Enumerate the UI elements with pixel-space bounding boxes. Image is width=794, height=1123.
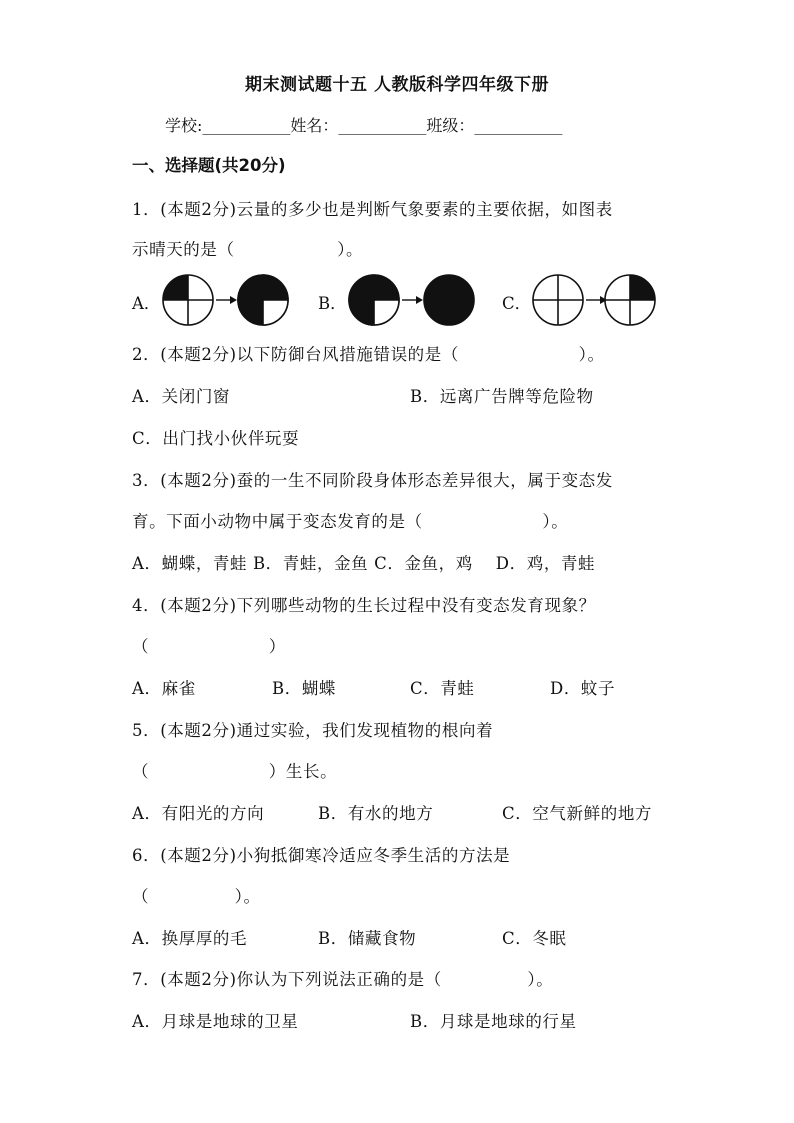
q3-options: A．蝴蝶，青蛙 B．青蛙，金鱼 C．金鱼，鸡 D．鸡，青蛙 (132, 554, 596, 573)
question-3-line-1: 3．(本题2分)蚕的一生不同阶段身体形态差异很大，属于变态发 (132, 471, 613, 490)
question-7-line-1: 7．(本题2分)你认为下列说法正确的是（ ）。 (132, 970, 554, 989)
q6-option-c: C．冬眠 (502, 929, 567, 948)
question-4-line-2: （ ） (132, 637, 286, 656)
q7-option-b: B．月球是地球的行星 (410, 1012, 577, 1031)
question-4-line-1: 4．(本题2分)下列哪些动物的生长过程中没有变态发育现象？ (132, 596, 596, 615)
arrow-right-icon (216, 296, 237, 304)
cloud-circle-icon (533, 275, 583, 325)
q1-option-c-figure (530, 270, 660, 330)
q1-option-a-label: A． (132, 294, 161, 313)
question-3-line-2: 育。下面小动物中属于变态发育的是（ ）。 (132, 512, 569, 531)
cloud-circle-icon (424, 275, 474, 325)
cloud-circle-icon (163, 275, 213, 325)
page-title: 期末测试题十五 人教版科学四年级下册 (245, 75, 549, 95)
cloud-circle-icon (349, 275, 399, 325)
q6-option-b: B．储藏食物 (318, 929, 417, 948)
q1-option-b-label: B． (318, 294, 347, 313)
q6-option-a: A．换厚厚的毛 (132, 929, 248, 948)
question-6-line-2: （ ）。 (132, 887, 261, 906)
cloud-circle-icon (605, 275, 655, 325)
arrow-right-icon (402, 296, 423, 304)
q5-option-b: B．有水的地方 (318, 804, 434, 823)
question-5-line-2: （ ）生长。 (132, 762, 338, 781)
question-1-line-2: 示晴天的是（ ）。 (132, 240, 364, 259)
student-info-line: 学校:___________姓名：___________班级：___________ (165, 116, 563, 135)
q5-option-a: A．有阳光的方向 (132, 804, 265, 823)
q2-option-c: C．出门找小伙伴玩耍 (132, 429, 300, 448)
q2-option-a: A．关闭门窗 (132, 387, 231, 406)
q4-option-b: B．蝴蝶 (272, 679, 337, 698)
q1-option-a-figure (160, 270, 290, 330)
cloud-circle-icon (238, 275, 288, 325)
question-5-line-1: 5．(本题2分)通过实验，我们发现植物的根向着 (132, 721, 494, 740)
question-1-line-1: 1．(本题2分)云量的多少也是判断气象要素的主要依据，如图表 (132, 200, 613, 219)
q4-option-c: C．青蛙 (410, 679, 475, 698)
q7-option-a: A．月球是地球的卫星 (132, 1012, 299, 1031)
q5-option-c: C．空气新鲜的地方 (502, 804, 653, 823)
q4-option-a: A．麻雀 (132, 679, 196, 698)
q1-option-c-label: C． (502, 294, 532, 313)
arrow-right-icon (586, 296, 607, 304)
section-heading: 一、选择题(共20分) (132, 156, 286, 175)
q1-option-b-figure (346, 270, 476, 330)
question-6-line-1: 6．(本题2分)小狗抵御寒冷适应冬季生活的方法是 (132, 846, 511, 865)
question-2-line-1: 2．(本题2分)以下防御台风措施错误的是（ ）。 (132, 345, 605, 364)
q2-option-b: B．远离广告牌等危险物 (410, 387, 594, 406)
q4-option-d: D．蚊子 (550, 679, 616, 698)
